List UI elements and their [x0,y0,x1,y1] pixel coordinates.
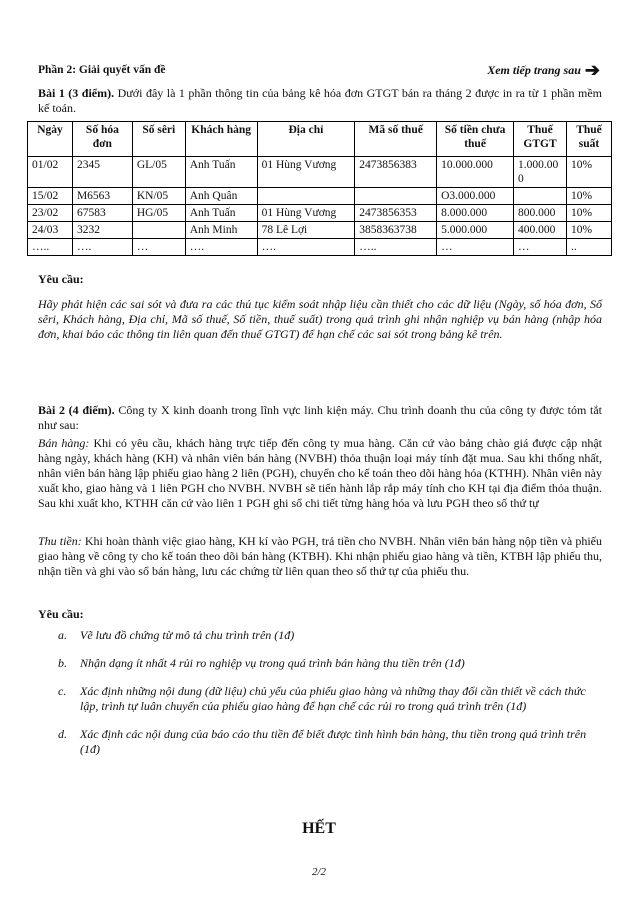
sales-paragraph [38,436,602,511]
col-serial: Số sêri [132,122,185,157]
table-cell: … [514,239,567,256]
table-cell: 15/02 [28,188,73,205]
list-item [38,727,602,757]
question-1-requirements-label: Yêu cầu: [38,272,84,286]
list-item-text: Nhận dạng ít nhất 4 rủi ro nghiệp vụ trong quá trình bán hàng thu tiền trên (1đ) [80,656,465,670]
table-cell: HG/05 [132,205,185,222]
section-title: Phần 2: Giải quyết vấn đề [38,64,166,76]
table-cell: 10% [567,188,612,205]
table-cell: 8.000.000 [437,205,514,222]
next-page-text: Xem tiếp trang sau [487,63,581,77]
table-cell: .. [567,239,612,256]
col-tax-code: Mã số thuế [355,122,437,157]
table-cell: 10.000.000 [437,157,514,188]
next-page-note [487,60,600,81]
list-item-text: Vẽ lưu đồ chứng từ mô tả chu trình trên (1đ) [80,628,295,642]
sales-label: Bán hàng: [38,436,90,450]
table-cell: …. [72,239,132,256]
table-cell: …. [185,239,257,256]
table-cell: Anh Tuấn [185,157,257,188]
col-vat: Thuế GTGT [514,122,567,157]
col-date: Ngày [28,122,73,157]
table-row [28,239,612,256]
table-header-row [28,122,612,157]
col-address: Địa chỉ [257,122,355,157]
table-row [28,188,612,205]
page-number: 2/2 [311,866,327,878]
question-2-title: Bài 2 (4 điểm). [38,403,115,417]
table-cell: ….. [28,239,73,256]
table-cell: 10% [567,157,612,188]
table-cell: Anh Quân [185,188,257,205]
table-row [28,205,612,222]
table-cell: 24/03 [28,222,73,239]
table-cell: 23/02 [28,205,73,222]
table-cell: 2473856353 [355,205,437,222]
table-cell: 10% [567,205,612,222]
list-item [38,628,602,643]
table-cell: ….. [355,239,437,256]
table-cell: 01/02 [28,157,73,188]
table-cell: M6563 [72,188,132,205]
table-cell: … [132,239,185,256]
question-2-requirements-label: Yêu cầu: [38,607,84,621]
page-header [38,60,600,80]
list-item-text: Xác định những nội dung (dữ liệu) chủ yếu của phiếu giao hàng và những thay đổi cần thiết về cách thức lập, trình tự luân chuyển của phiếu giao hàng để hạn chế các rủi ro trong quá trình trên (1đ) [80,684,586,713]
list-marker: b. [58,656,67,670]
question-1-intro [38,86,602,116]
question-2-intro [38,403,602,433]
col-amount: Số tiền chưa thuế [437,122,514,157]
table-cell: GL/05 [132,157,185,188]
table-cell: KN/05 [132,188,185,205]
table-cell: 2345 [72,157,132,188]
right-arrow-icon: ➔ [584,60,600,80]
table-row [28,222,612,239]
question-1-text: Dưới đây là 1 phần thông tin của bảng kê hóa đơn GTGT bán ra tháng 2 được in ra từ 1 phần mềm kế toán. [38,86,602,115]
list-marker: d. [58,727,67,741]
invoice-table [27,121,612,256]
list-item [38,684,602,714]
table-cell: 800.000 [514,205,567,222]
table-cell: 1.000.00 0 [514,157,567,188]
table-cell: 01 Hùng Vương [257,205,355,222]
table-cell [257,188,355,205]
table-cell: 10% [567,222,612,239]
list-item-text: Xác định các nội dung của báo cáo thu tiền để biết được tình hình bán hàng, thu tiền trong quá trình trên (1đ) [80,727,587,756]
table-cell: 2473856383 [355,157,437,188]
collection-paragraph [38,534,602,579]
table-row [28,157,612,188]
question-2-text: Công ty X kinh doanh trong lĩnh vực linh kiện máy. Chu trình doanh thu của công ty được tóm tắt như sau: [38,403,602,432]
col-invoice-no: Số hóa đơn [72,122,132,157]
list-marker: c. [58,684,67,698]
table-cell: Anh Tuấn [185,205,257,222]
table-cell: 78 Lê Lợi [257,222,355,239]
table-cell: 400.000 [514,222,567,239]
table-cell [355,188,437,205]
table-cell: O3.000.000 [437,188,514,205]
table-cell: 3232 [72,222,132,239]
table-cell: …. [257,239,355,256]
sales-text: Khi có yêu cầu, khách hàng trực tiếp đến công ty mua hàng. Căn cứ vào bảng chào giá được cập nhật hàng ngày, khách hàng (KH) và nhân viên bán hàng (NVBH) thỏa thuận loại máy tính đặt mua. Sau khi thống nhất, nhân viên bán hàng lập phiếu giao hàng 2 liên (PGH), chuyển cho kế toán theo dõi hàng hóa (KTHH). Nhân viên này xuất kho, giao hàng và 1 liên PGH cho NVBH. NVBH sẽ tiến hành lắp rắp máy tính cho KH tại địa điểm thỏa thuận. Sau khi xuất kho, KTHH căn cứ vào liên 1 PGH ghi sổ chi tiết từng hàng hóa và lưu PGH theo số thứ tự [38,436,602,510]
collection-label: Thu tiền: [38,534,82,548]
list-item [38,656,602,671]
question-1-title: Bài 1 (3 điểm). [38,86,115,100]
list-marker: a. [58,628,67,642]
table-cell: … [437,239,514,256]
question-1-requirements-text: Hãy phát hiện các sai sót và đưa ra các thủ tục kiểm soát nhập liệu cần thiết cho các dữ liệu (Ngày, số hóa đơn, Số sêri, Khách hàng, Địa chỉ, Mã số thuế, Số tiền, thuế suất) trong quá trình ghi nhận nghiệp vụ bán hàng (nhập hóa đơn, khai báo các thông tin liên quan đến thuế GTGT) để hạn chế các sai sót trong bảng kê trên. [38,297,602,341]
table-cell [132,222,185,239]
end-mark: HẾT [302,820,336,837]
table-cell: 3858363738 [355,222,437,239]
table-cell [514,188,567,205]
table-cell: Anh Minh [185,222,257,239]
col-customer: Khách hàng [185,122,257,157]
table-cell: 67583 [72,205,132,222]
question-2-requirements-list [38,628,602,770]
collection-text: Khi hoàn thành việc giao hàng, KH kí vào PGH, trả tiền cho NVBH. Nhân viên bán hàng nộp tiền và phiếu giao hàng về công ty cho kế toán theo dõi bán hàng (KTBH). Khi nhận phiếu giao hàng và tiền, KTBH lập phiếu thu, nhận tiền và ghi vào sổ bán hàng, lưu các chứng từ liên quan theo số thứ tự của phiếu thu. [38,534,602,578]
table-cell: 5.000.000 [437,222,514,239]
col-tax-rate: Thuế suất [567,122,612,157]
table-cell: 01 Hùng Vương [257,157,355,188]
